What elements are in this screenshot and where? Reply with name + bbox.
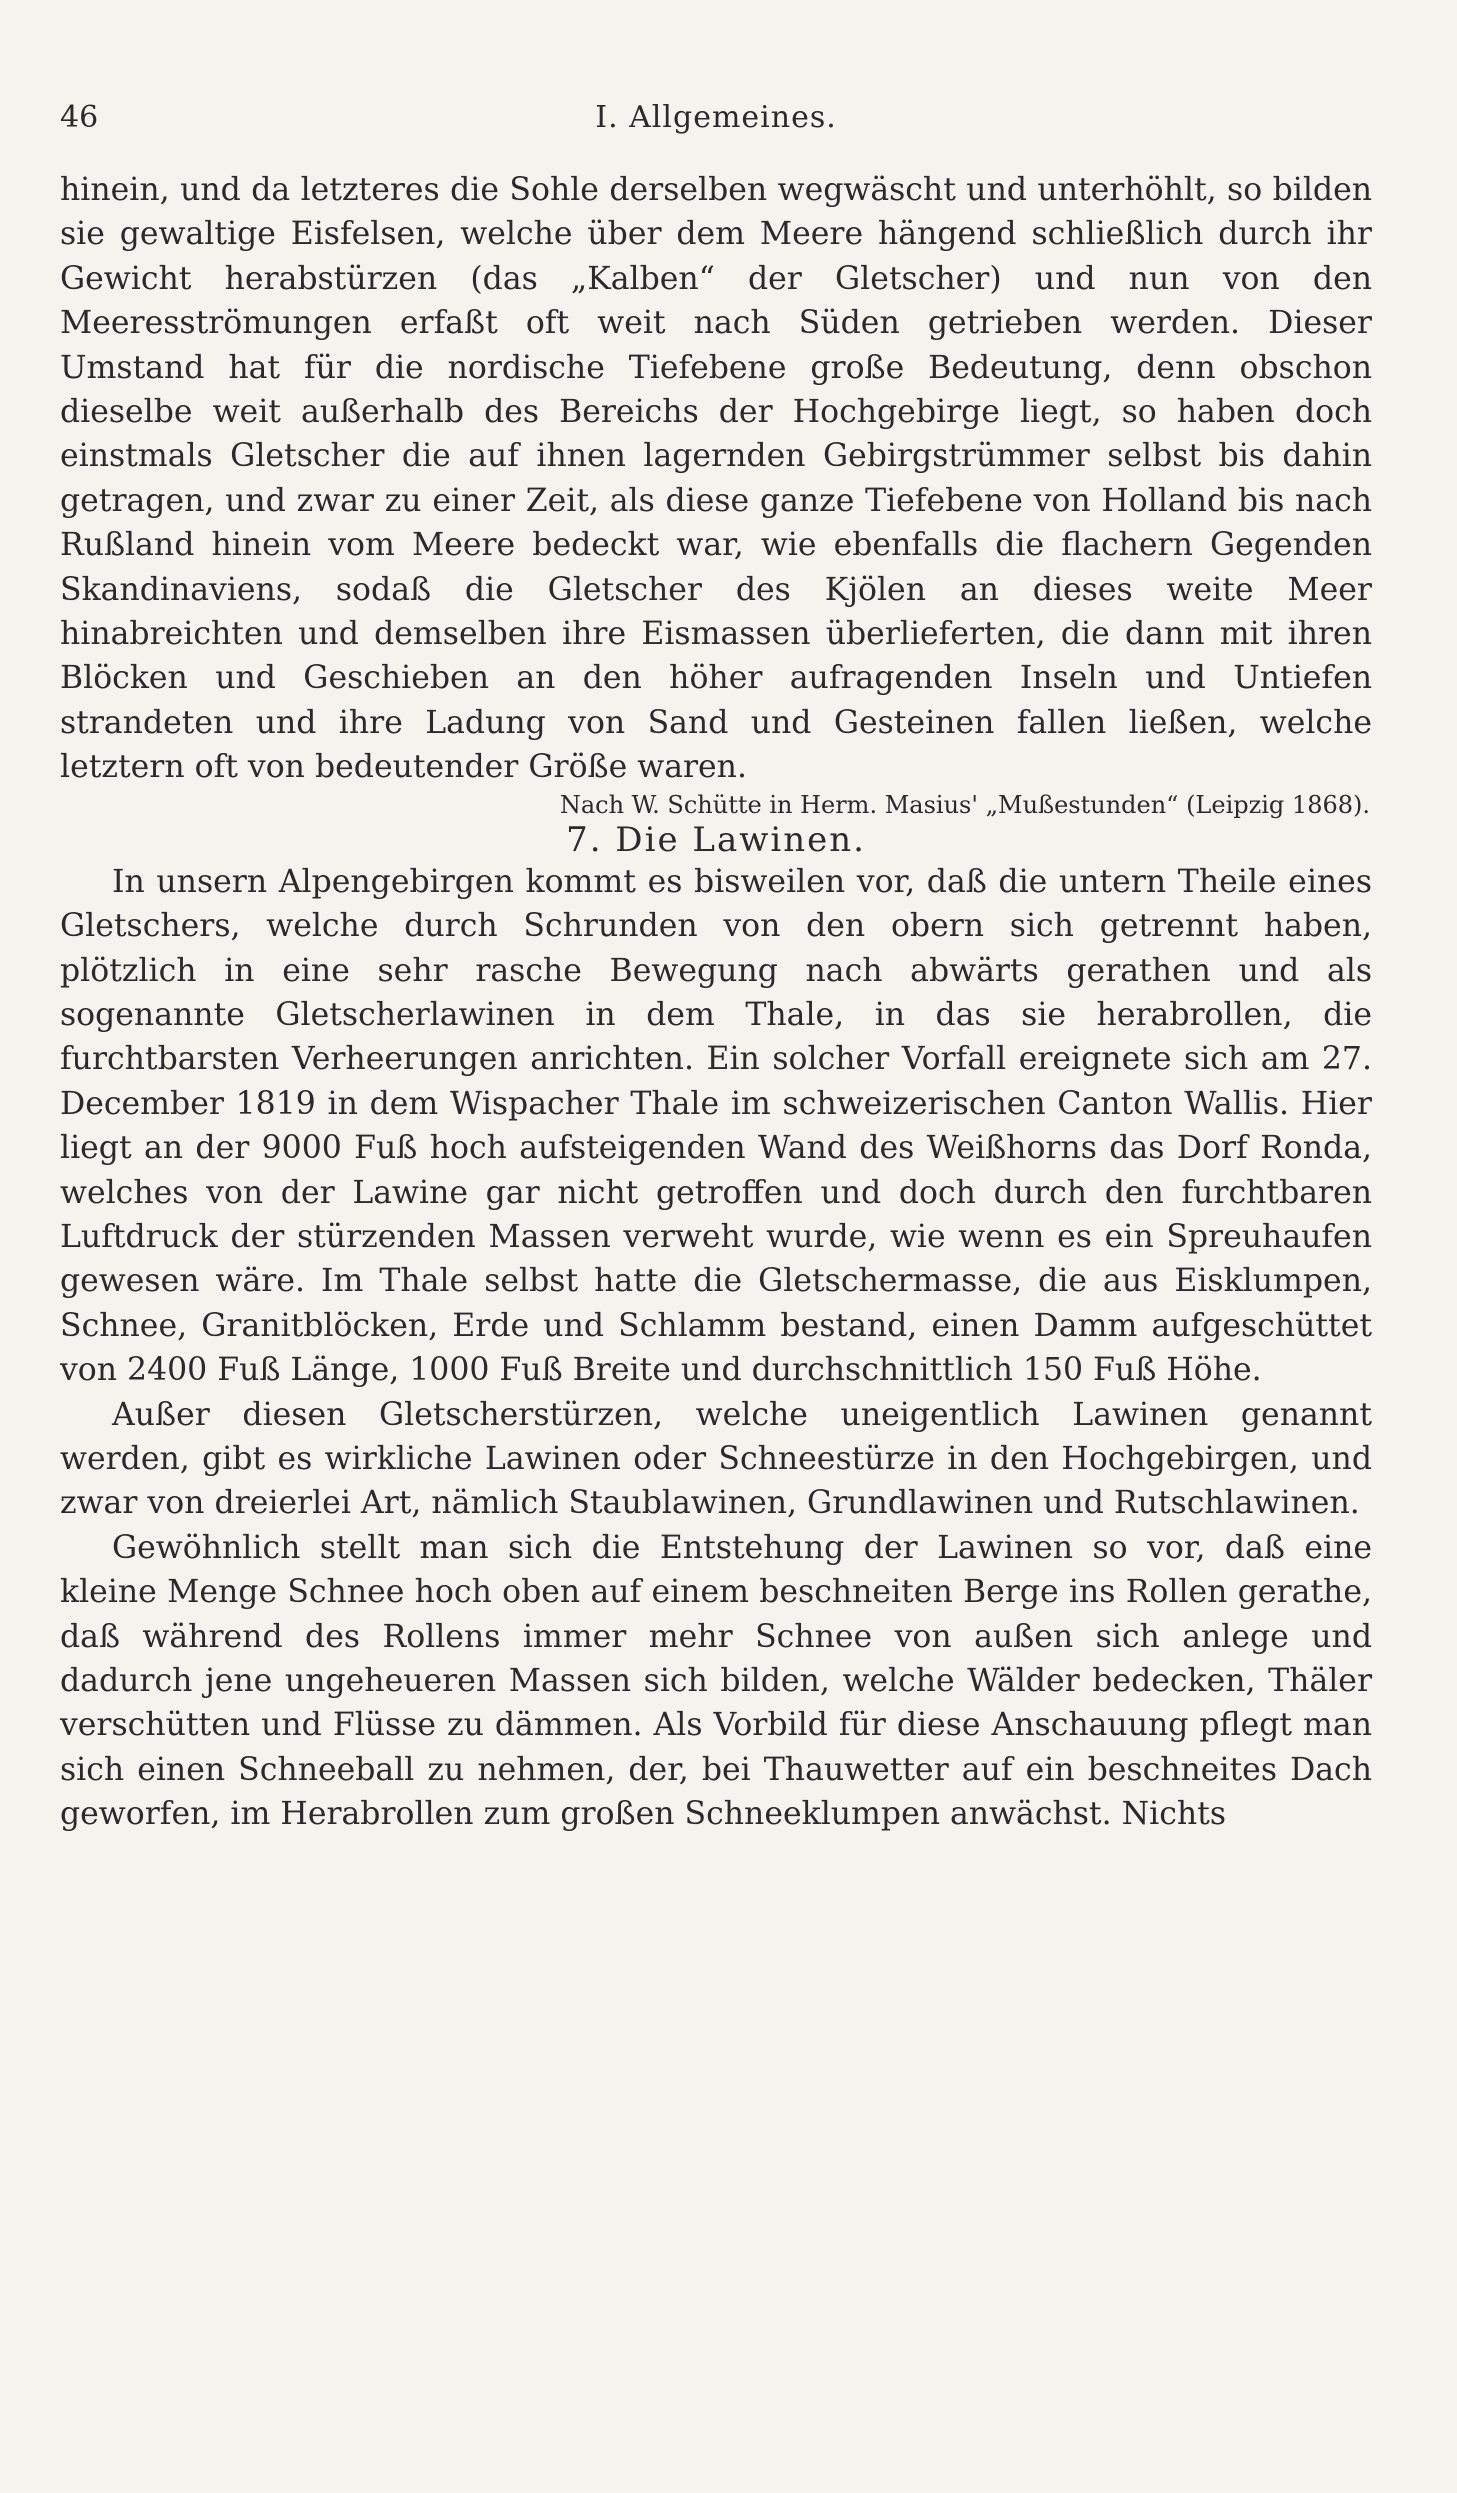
paragraph-3: Außer diesen Gletscherstürzen, welche uneigentlich Lawinen genannt werden, gibt es wirkliche Lawinen oder Schneestürze in den Hochgebirgen, und zwar von dreierlei Art, nämlich Staublawinen, Grundlawinen und Rutschlawinen.: [60, 1396, 1372, 1522]
paragraph-1: hinein, und da letzteres die Sohle derselben wegwäscht und unterhöhlt, so bilden sie gewaltige Eisfelsen, welche über dem Meere hängend schließlich durch ihr Gewicht herabstürzen (das „Kalben“ der Gletscher) und nun von den Meeresströmungen erfaßt oft weit nach Süden getrieben werden. Dieser Umstand hat für die nordische Tiefebene große Bedeutung, denn obschon dieselbe weit außerhalb des Bereichs der Hochgebirge liegt, so haben doch einstmals Gletscher die auf ihnen lagernden Gebirgstrümmer selbst bis dahin getragen, und zwar zu einer Zeit, als diese ganze Tiefebene von Holland bis nach Rußland hinein vom Meere bedeckt war, wie ebenfalls die flachern Gegenden Skandinaviens, sodaß die Gletscher des Kjölen an dieses weite Meer hinabreichten und demselben ihre Eismassen überlieferten, die dann mit ihren Blöcken und Geschieben an den höher aufragenden Inseln und Untiefen strandeten und ihre Ladung von Sand und Gesteinen fallen ließen, welche letztern oft von bedeutender Größe waren.: [60, 172, 1372, 786]
page: [60, 0, 1372, 2493]
body-text: [60, 168, 1372, 1837]
paragraph-2: In unsern Alpengebirgen kommt es bisweilen vor, daß die untern Theile eines Gletschers, welche durch Schrunden von den obern sich getrennt haben, plötzlich in eine sehr rasche Bewegung nach abwärts gerathen und als sogenannte Gletscherlawinen in dem Thale, in das sie herabrollen, die furchtbarsten Verheerungen anrichten. Ein solcher Vorfall ereignete sich am 27. December 1819 in dem Wispacher Thale im schweizerischen Canton Wallis. Hier liegt an der 9000 Fuß hoch aufsteigenden Wand des Weißhorns das Dorf Ronda, welches von der Lawine gar nicht getroffen und doch durch den furchtbaren Luftdruck der stürzenden Massen verweht wurde, wie wenn es ein Spreuhaufen gewesen wäre. Im Thale selbst hatte die Gletschermasse, die aus Eisklumpen, Schnee, Granitblöcken, Erde und Schlamm bestand, einen Damm aufgeschüttet von 2400 Fuß Länge, 1000 Fuß Breite und durchschnittlich 150 Fuß Höhe.: [60, 863, 1372, 1389]
paragraph-4: Gewöhnlich stellt man sich die Entstehung der Lawinen so vor, daß eine kleine Menge Schnee hoch oben auf einem beschneiten Berge ins Rollen gerathe, daß während des Rollens immer mehr Schnee von außen sich anlege und dadurch jene ungeheueren Massen sich bilden, welche Wälder bedecken, Thäler verschütten und Flüsse zu dämmen. Als Vorbild für diese Anschauung pflegt man sich einen Schneeball zu nehmen, der, bei Thauwetter auf ein beschneites Dach geworfen, im Herabrollen zum großen Schneeklumpen anwächst. Nichts: [60, 1529, 1372, 1833]
running-head: I. Allgemeines.: [595, 100, 837, 135]
page-header: [60, 100, 1372, 140]
page-number: 46: [60, 100, 99, 135]
source-citation: Nach W. Schütte in Herm. Masius' „Mußestunden“ (Leipzig 1868).: [559, 790, 1370, 819]
section-heading: 7. Die Lawinen.: [566, 819, 866, 860]
